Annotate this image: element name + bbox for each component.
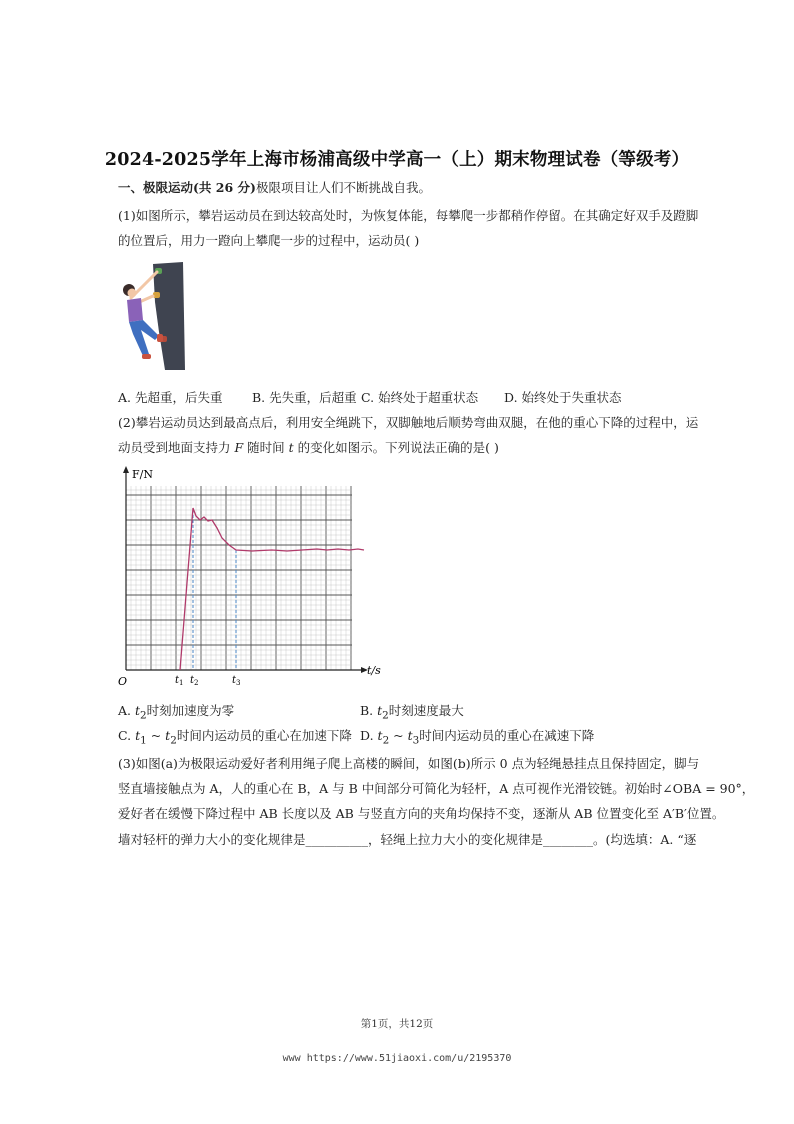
q3-line4: 墙对轻杆的弹力大小的变化规律是__________，轻绳上拉力大小的变化规律是________。(均选填：A. “逐 xyxy=(118,832,697,847)
q3-line2: 竖直墙接触点为 A，人的重心在 B，A 与 B 中间部分可简化为轻杆，A 点可视作光滑铰链。初始时∠OBA = 90°， xyxy=(118,781,755,796)
subscript: 2 xyxy=(382,709,389,722)
q1-option-b[interactable]: B. 先失重，后超重 xyxy=(252,390,357,405)
t2-label: $t_2$ xyxy=(190,675,199,687)
section-intro: 极限项目让人们不断挑战自我。 xyxy=(255,180,431,195)
section-heading-row xyxy=(118,180,431,196)
climber-shoe xyxy=(142,354,151,359)
climber-shoe2 xyxy=(157,334,163,342)
x-axis-label: t/s xyxy=(367,664,381,677)
y-axis-label: F/N xyxy=(132,468,153,481)
var-t: t xyxy=(288,440,294,455)
q2-option-d[interactable] xyxy=(360,726,594,747)
force-curve xyxy=(180,508,364,670)
subscript: 2 xyxy=(382,734,390,747)
q1-option-d[interactable]: D. 始终处于失重状态 xyxy=(504,390,622,405)
opt-text: C. xyxy=(118,728,136,743)
q2-option-b[interactable] xyxy=(360,701,464,722)
var-F: F xyxy=(234,440,244,455)
page-footer: 第1页，共12页 xyxy=(360,1018,434,1030)
q2-line2-text: 的变化如图示。下列说法正确的是( ) xyxy=(293,440,499,455)
y-axis-arrow xyxy=(123,466,129,473)
q1-option-a[interactable]: A. 先超重，后失重 xyxy=(118,390,223,405)
tilde: ~ xyxy=(146,728,166,743)
page-title: 2024-2025学年上海市杨浦高级中学高一（上）期末物理试卷（等级考） xyxy=(104,150,690,170)
opt-text: D. xyxy=(360,728,378,743)
source-url[interactable]: www https://www.51jiaoxi.com/u/2195370 xyxy=(282,1053,512,1064)
q1-option-c[interactable]: C. 始终处于超重状态 xyxy=(361,390,479,405)
var-t: t xyxy=(135,728,141,743)
q2-line1: (2)攀岩运动员达到最高点后，利用安全绳跳下，双脚触地后顺势弯曲双腿，在他的重心下降的过程中，运 xyxy=(118,415,699,430)
section-heading: 一、极限运动(共 26 分) xyxy=(118,180,256,195)
q2-line2-text: 随时间 xyxy=(243,440,289,455)
opt-text: B. xyxy=(360,703,378,718)
var-t: t xyxy=(407,728,413,743)
origin-label: O xyxy=(118,675,128,688)
climber-shirt xyxy=(127,298,143,322)
q2-option-c[interactable] xyxy=(118,726,352,747)
q2-line2 xyxy=(118,440,499,456)
var-t: t xyxy=(134,703,141,718)
opt-text: A. xyxy=(118,703,135,718)
opt-text: 时间内运动员的重心在加速下降 xyxy=(176,728,352,743)
q2-option-a[interactable] xyxy=(118,701,234,722)
t3-label: $t_3$ xyxy=(232,675,241,687)
q2-line2-text: 动员受到地面支持力 xyxy=(118,440,235,455)
force-time-graph xyxy=(112,464,382,689)
var-t: t xyxy=(377,728,383,743)
graph-grid xyxy=(126,486,352,670)
var-t: t xyxy=(377,703,383,718)
q1-line1: (1)如图所示，攀岩运动员在到达较高处时，为恢复体能，每攀爬一步都稍作停留。在其确定好双手及蹬脚 xyxy=(118,208,699,223)
opt-text: 时刻速度最大 xyxy=(388,703,464,718)
climber-illustration xyxy=(115,262,187,372)
subscript: 2 xyxy=(170,734,177,747)
rock-wall xyxy=(153,262,185,370)
var-t: t xyxy=(165,728,171,743)
subscript: 1 xyxy=(140,734,147,747)
q3-line1: (3)如图(a)为极限运动爱好者利用绳子爬上高楼的瞬间，如图(b)所示 0 点为轻绳悬挂点且保持固定，脚与 xyxy=(118,756,700,771)
q3-line3: 爱好者在缓慢下降过程中 AB 长度以及 AB 与竖直方向的夹角均保持不变，逐渐从 AB 位置变化至 A′B′位置。 xyxy=(118,806,725,821)
t1-label: $t_1$ xyxy=(175,675,184,687)
opt-text: 时间内运动员的重心在减速下降 xyxy=(419,728,595,743)
subscript: 2 xyxy=(140,709,147,722)
opt-text: 时刻加速度为零 xyxy=(146,703,235,718)
tilde: ~ xyxy=(389,728,408,743)
climber-pants xyxy=(129,320,159,356)
subscript: 3 xyxy=(412,734,420,747)
q1-line2: 的位置后，用力一蹬向上攀爬一步的过程中，运动员( ) xyxy=(118,233,420,248)
